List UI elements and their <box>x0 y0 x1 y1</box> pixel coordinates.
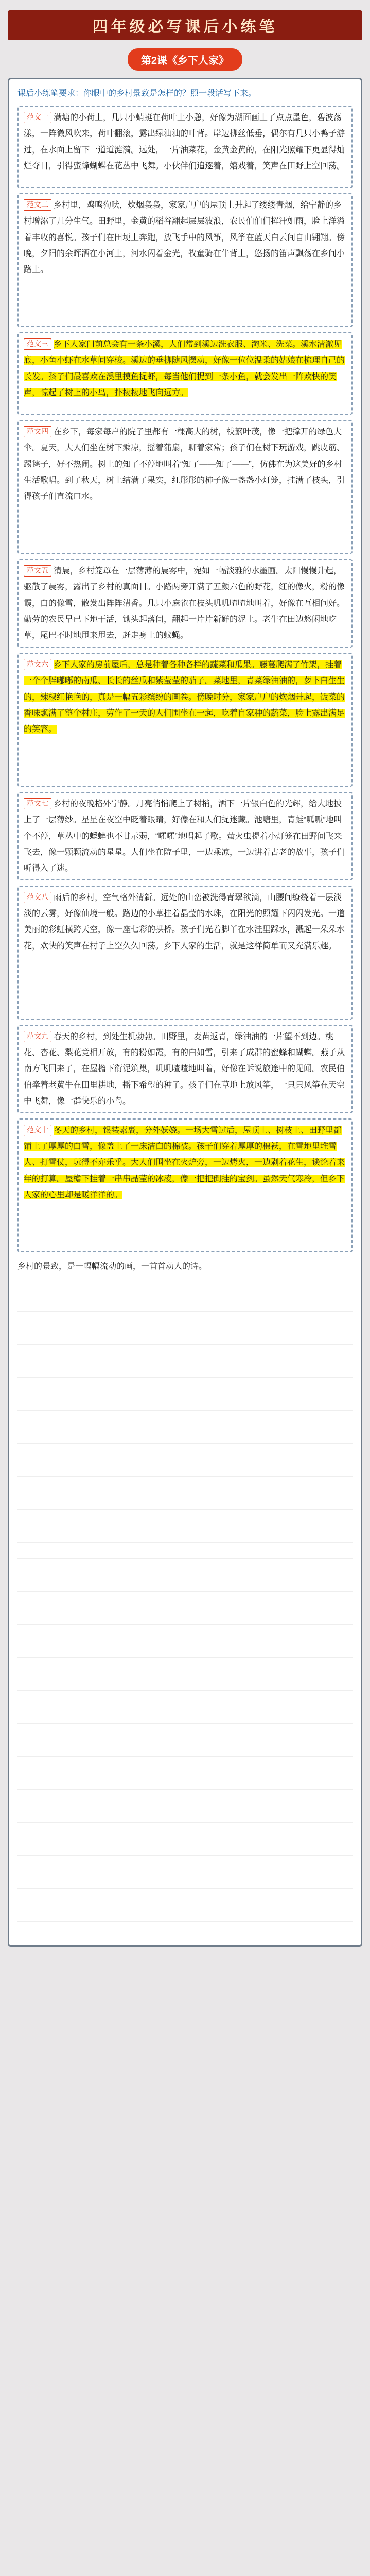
passage-5 <box>17 559 353 648</box>
passage-10 <box>17 1118 353 1252</box>
passage-tag: 范文六 <box>24 659 51 670</box>
passage-body: 乡村的夜晚格外宁静。月亮悄悄爬上了树梢，洒下一片银白色的光辉，给大地披上了一层薄纱。星星在夜空中眨着眼睛，好像在和人们捉迷藏。池塘里，青蛙“呱呱”地叫个不停，草丛中的蟋蟀也不甘示弱，“嚯嚯”地唱起了歌。萤火虫提着小灯笼在田野间飞来飞去，像一颗颗流动的星星。人们坐在院子里，一边乘凉，一边讲着古老的故事，孩子们听得入了迷。 <box>24 800 345 873</box>
passage-tag: 范文二 <box>24 199 51 211</box>
passage-tag: 范文一 <box>24 112 51 123</box>
passage-tag: 范文五 <box>24 565 51 577</box>
passage-7 <box>17 792 353 880</box>
passage-body: 乡村里，鸡鸣狗吠，炊烟袅袅，家家户户的屋顶上升起了缕缕青烟，给宁静的乡村增添了几分生气。田野里，金黄的稻谷翻起层层波浪，农民伯伯们挥汗如雨，脸上洋溢着丰收的喜悦。孩子们在田埂上奔跑，放飞手中的风筝，风筝在蓝天白云间自由翱翔。傍晚，夕阳的余晖洒在小河上，河水闪着金光，牧童骑在牛背上，悠扬的笛声飘荡在乡间小路上。 <box>24 201 345 274</box>
passage-3 <box>17 332 353 415</box>
passage-tag: 范文四 <box>24 426 51 437</box>
page-title: 四年级必写课后小练笔 <box>92 19 278 36</box>
passage-body: 清晨，乡村笼罩在一层薄薄的晨雾中，宛如一幅淡雅的水墨画。太阳慢慢升起，驱散了晨雾，露出了乡村的真面目。小路两旁开满了五颜六色的野花，红的像火，粉的像霞，白的像雪，散发出阵阵清香。几只小麻雀在枝头叽叽喳喳地叫着，好像在互相问好。勤劳的农民早已下地干活，锄头起落间，翻起一片片新鲜的泥土。老牛在田边悠闲地吃草，尾巴不时地甩来甩去，赶走身上的蚊蝇。 <box>24 567 345 640</box>
passage-body: 春天的乡村，到处生机勃勃。田野里，麦苗返青，绿油油的一片望不到边。桃花、杏花、梨花竞相开放，有的粉如霞，有的白如雪，引来了成群的蜜蜂和蝴蝶。燕子从南方飞回来了，在屋檐下衔泥筑巢，叽叽喳喳地叫着，好像在诉说旅途中的见闻。农民伯伯牵着老黄牛在田里耕地，播下希望的种子。孩子们在草地上放风筝，一只只风筝在天空中飞舞，像一群快乐的小鸟。 <box>24 1032 345 1106</box>
passage-6 <box>17 653 353 787</box>
closing-text: 乡村的景致，是一幅幅流动的画，一首首动人的诗。 <box>17 1262 207 1271</box>
passage-9 <box>17 1025 353 1113</box>
passage-body: 雨后的乡村，空气格外清新。远处的山峦被洗得青翠欲滴，山腰间缭绕着一层淡淡的云雾，好像仙境一般。路边的小草挂着晶莹的水珠，在阳光的照耀下闪闪发光。一道美丽的彩虹横跨天空，像一座七彩的拱桥。孩子们光着脚丫在水洼里踩水，溅起一朵朵水花，欢快的笑声在村子上空久久回荡。乡下人家的生活，就是这样简单而又充满乐趣。 <box>24 893 345 951</box>
passage-8 <box>17 886 353 1020</box>
passage-body: 冬天的乡村，银装素裹，分外妖娆。一场大雪过后，屋顶上、树枝上、田野里都铺上了厚厚的白雪，像盖上了一床洁白的棉被。孩子们穿着厚厚的棉袄，在雪地里堆雪人、打雪仗，玩得不亦乐乎。大人们围坐在火炉旁，一边烤火，一边剥着花生，谈论着来年的打算。屋檐下挂着一串串晶莹的冰凌，像一把把倒挂的宝剑。虽然天气寒冷，但乡下人家的心里却是暖洋洋的。 <box>24 1126 345 1199</box>
content-panel <box>8 78 362 1947</box>
passage-4 <box>17 420 353 554</box>
passage-2 <box>17 193 353 327</box>
passage-body: 在乡下，每家每户的院子里都有一棵高大的树，枝繁叶茂，像一把撑开的绿色大伞。夏天，大人们坐在树下乘凉，摇着蒲扇，聊着家常；孩子们在树下玩游戏，跳皮筋、踢毽子，好不热闹。树上的知了不停地叫着“知了——知了——”，仿佛在为这美好的乡村生活歌唱。到了秋天，树上结满了果实，红彤彤的柿子像一盏盏小灯笼，挂满了枝头，引得孩子们直流口水。 <box>24 428 345 501</box>
ruled-lines <box>17 1279 353 1938</box>
passage-body: 满塘的小荷上，几只小蜻蜓在荷叶上小憩，好像为湖面画上了点点墨色，碧波荡漾，一阵微风吹来，荷叶翻滚，露出绿油油的叶背。岸边柳丝低垂，偶尔有几只小鸭子游过，在水面上留下一道道涟漪。远处，一片油菜花，金黄金黄的，在阳光照耀下更显得灿烂夺目，引得蜜蜂蝴蝶在花丛中飞舞。小伙伴们追逐着，嬉戏着，笑声在田野上空回荡。 <box>24 113 345 171</box>
lesson-badge: 第2课《乡下人家》 <box>128 48 242 71</box>
passage-tag: 范文七 <box>24 798 51 809</box>
passage-tag: 范文九 <box>24 1031 51 1042</box>
passage-1 <box>17 106 353 188</box>
passage-tag: 范文三 <box>24 338 51 350</box>
passage-body: 乡下人家的房前屋后，总是种着各种各样的蔬菜和瓜果。藤蔓爬满了竹架，挂着一个个胖嘟嘟的南瓜、长长的丝瓜和紫莹莹的茄子。菜地里，青菜绿油油的，萝卜白生生的，辣椒红艳艳的，真是一幅五彩缤纷的画卷。傍晚时分，家家户户的炊烟升起，饭菜的香味飘满了整个村庄，劳作了一天的人们围坐在一起，吃着自家种的蔬菜，脸上露出满足的笑容。 <box>24 660 345 734</box>
passage-tag: 范文十 <box>24 1125 51 1136</box>
exercise-requirement: 课后小练笔要求：你眼中的乡村景致是怎样的？照一段话写下来。 <box>17 89 257 98</box>
passage-body: 乡下人家门前总会有一条小溪，人们常到溪边洗衣服、淘米、洗菜。溪水清澈见底，小鱼小虾在水草间穿梭。溪边的垂柳随风摆动，好像一位位温柔的姑娘在梳理自己的长发。孩子们最喜欢在溪里摸鱼捉虾，每当他们捉到一条小鱼，就会发出一阵欢快的笑声，惊起了树上的小鸟，扑棱棱地飞向远方。 <box>24 340 345 397</box>
header-banner <box>8 10 362 40</box>
passage-tag: 范文八 <box>24 892 51 903</box>
